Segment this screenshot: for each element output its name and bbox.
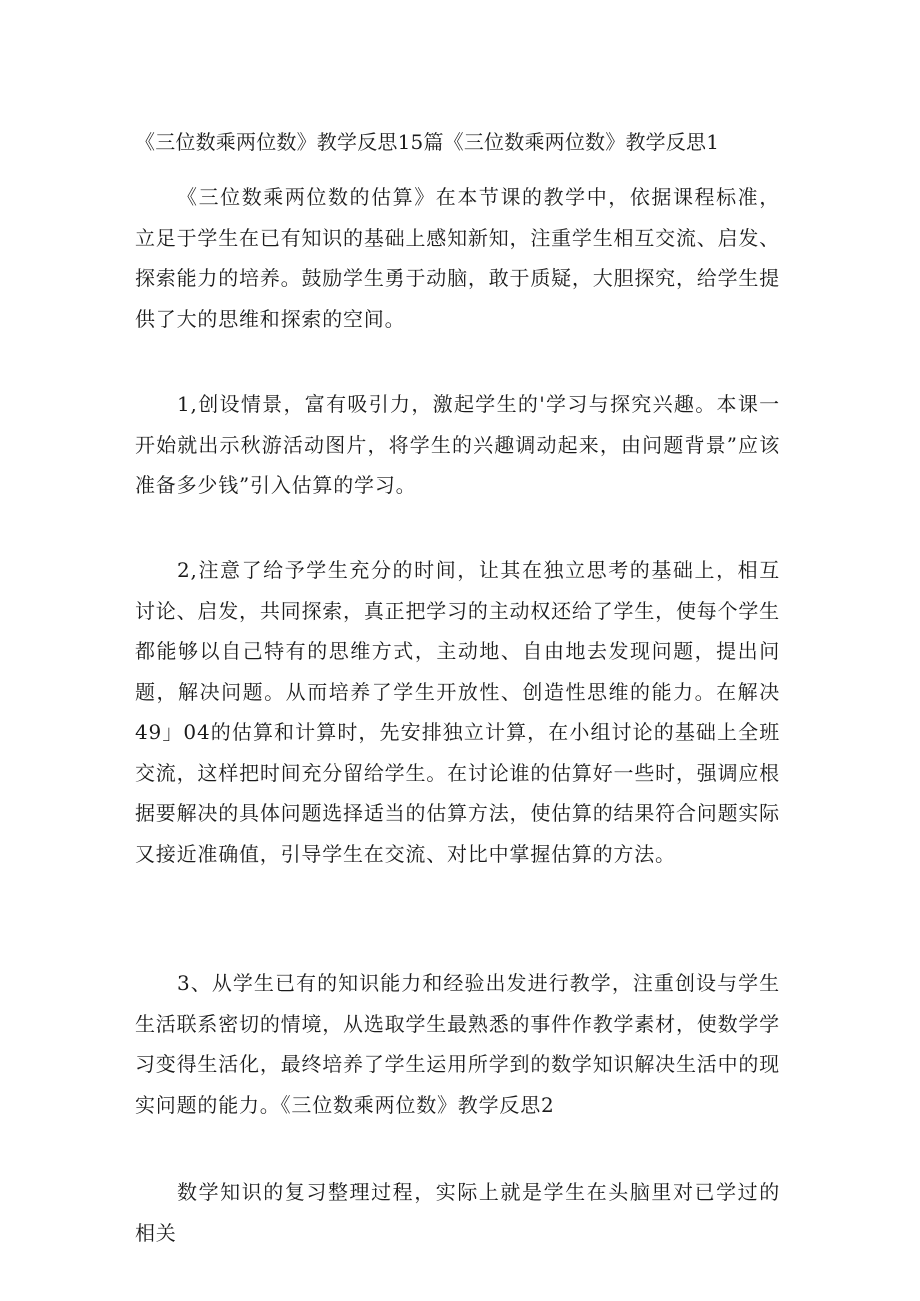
paragraph-intro: 《三位数乘两位数的估算》在本节课的教学中，依据课程标准，立足于学生在已有知识的基础上感知新知，注重学生相互交流、启发、探索能力的培养。鼓励学生勇于动脑，敢于质疑，大胆探究，给学生提供了大的思维和探索的空间。 [135, 185, 780, 331]
paragraph-point-3: 3、从学生已有的知识能力和经验出发进行教学，注重创设与学生生活联系密切的情境，从选取学生最熟悉的事件作教学素材，使数学学习变得生活化，最终培养了学生运用所学到的数学知识解决生活中的现实问题的能力。《三位数乘两位数》教学反思2 [135, 971, 780, 1117]
paragraph-point-1: 1,创设情景，富有吸引力，激起学生的'学习与探究兴趣。本课一开始就出示秋游活动图片，将学生的兴趣调动起来，由问题背景”应该准备多少钱”引入估算的学习。 [135, 392, 780, 497]
document-title: 《三位数乘两位数》教学反思15篇《三位数乘两位数》教学反思1 [135, 130, 720, 154]
paragraph-point-2: 2,注意了给予学生充分的时间，让其在独立思考的基础上，相互讨论、启发，共同探索，真正把学习的主动权还给了学生，使每个学生都能够以自己特有的思维方式，主动地、自由地去发现问题，提出问题，解决问题。从而培养了学生开放性、创造性思维的能力。在解决49」04的估算和计算时，先安排独立计算，在小组讨论的基础上全班交流，这样把时间充分留给学生。在讨论谁的估算好一些时，强调应根据要解决的具体问题选择适当的估算方法，使估算的结果符合问题实际又接近准确值，引导学生在交流、对比中掌握估算的方法。 [135, 558, 780, 866]
paragraph-reflection-2-start: 数学知识的复习整理过程，实际上就是学生在头脑里对已学过的相关 [135, 1180, 780, 1245]
